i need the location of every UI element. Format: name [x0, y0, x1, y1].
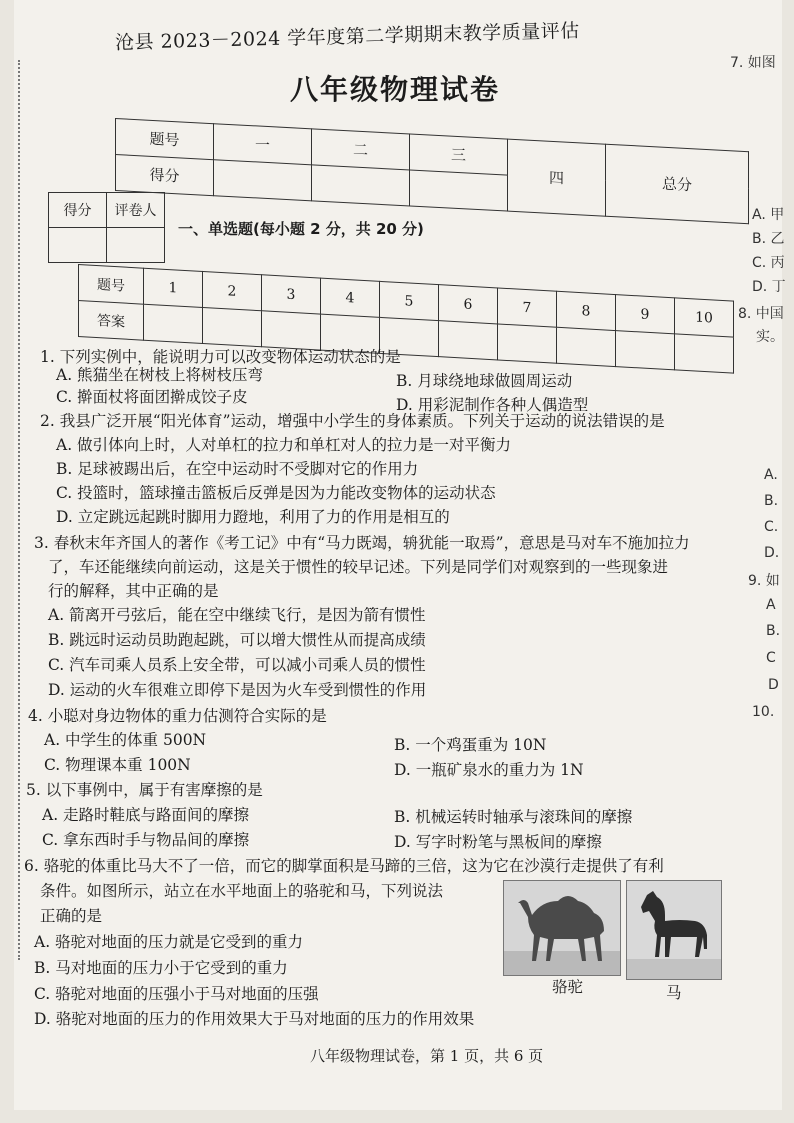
next-page-fragment: D. 丁 [752, 279, 786, 295]
score-cell [312, 165, 410, 206]
question-option: B. 一个鸡蛋重为 10N [394, 736, 547, 754]
camel-photo [503, 880, 621, 976]
question-option: C. 拿东西时手与物品间的摩擦 [42, 831, 250, 849]
next-page-fragment: A. [764, 467, 778, 483]
score-table-header-cell: 一 [214, 124, 312, 165]
next-page-fragment: 实。 [756, 329, 784, 345]
question-option: B. 月球绕地球做圆周运动 [396, 372, 573, 390]
camel-icon [504, 881, 620, 975]
score-table-header-cell: 二 [312, 129, 410, 170]
question-stem: 2. 我县广泛开展“阳光体育”运动，增强中小学生的身体素质。下列关于运动的说法错误的是 [40, 412, 665, 430]
camel-label: 骆驼 [552, 978, 584, 996]
answer-cell [616, 331, 675, 370]
horse-label: 马 [666, 984, 682, 1002]
answer-number: 9 [616, 295, 675, 334]
next-page-fragment: B. [764, 493, 779, 509]
page-footer: 八年级物理试卷，第 1 页，共 6 页 [310, 1047, 544, 1065]
next-page-fragment: B. 乙 [752, 231, 785, 247]
answer-number: 4 [321, 278, 380, 317]
grader-score-cell [49, 228, 107, 263]
answer-cell [557, 327, 616, 366]
next-page-fragment: A. 甲 [752, 207, 785, 223]
score-cell [410, 170, 508, 211]
next-page-fragment: 9. 如 [748, 573, 780, 589]
question-option: D. 写字时粉笔与黑板间的摩擦 [394, 833, 602, 851]
question-option: B. 机械运转时轴承与滚珠间的摩擦 [394, 808, 633, 826]
question-stem: 了，车还能继续向前运动，这是关于惯性的较早记述。下列是同学们对观察到的一些现象进 [48, 558, 669, 576]
question-option: D. 用彩泥制作各种人偶造型 [396, 396, 589, 414]
grader-name-cell [107, 228, 165, 263]
next-page-fragment: A [766, 597, 776, 613]
answer-number: 3 [262, 275, 321, 314]
score-table-row-label: 得分 [116, 155, 214, 196]
question-option: C. 骆驼对地面的压强小于马对地面的压强 [34, 985, 319, 1003]
question-option: B. 跳远时运动员助跑起跳，可以增大惯性从而提高成绩 [48, 631, 426, 649]
question-option: D. 一瓶矿泉水的重力为 1N [394, 761, 584, 779]
question-stem: 正确的是 [40, 907, 103, 925]
next-page-fragment: C [766, 650, 776, 666]
answer-cell [498, 324, 557, 363]
answer-number: 8 [557, 291, 616, 330]
next-page-fragment: D [768, 677, 779, 693]
question-option: A. 骆驼对地面的压力就是它受到的重力 [34, 933, 304, 951]
score-table-header-cell: 题号 [116, 119, 214, 160]
section-title: 一、单选题(每小题 2 分，共 20 分) [178, 220, 424, 238]
question-option: D. 骆驼对地面的压力的作用效果大于马对地面的压力的作用效果 [34, 1010, 475, 1028]
question-stem: 3. 春秋末年齐国人的著作《考工记》中有“马力既竭，辀犹能一取焉”，意思是马对车不施加拉力 [34, 534, 690, 552]
question-stem: 6. 骆驼的体重比马大不了一倍，而它的脚掌面积是马蹄的三倍，这为它在沙漠行走提供了有利 [24, 857, 664, 875]
grader-box [48, 192, 165, 263]
page-title: 八年级物理试卷 [290, 73, 501, 106]
answer-number: 7 [498, 288, 557, 327]
horse-icon [627, 881, 721, 979]
next-page-fragment: 10. [752, 704, 775, 720]
question-stem: 5. 以下事例中，属于有害摩擦的是 [26, 781, 263, 799]
grader-name-label: 评卷人 [107, 193, 165, 228]
exam-header-line: 沧县 2023－2024 学年度第二学期期末教学质量评估 [114, 19, 580, 54]
question-stem: 1. 下列实例中，能说明力可以改变物体运动状态的是 [40, 348, 401, 366]
question-stem: 4. 小聪对身边物体的重力估测符合实际的是 [28, 707, 327, 725]
answer-cell [439, 321, 498, 360]
question-option: C. 物理课本重 100N [44, 756, 191, 774]
question-option: A. 做引体向上时，人对单杠的拉力和单杠对人的拉力是一对平衡力 [56, 436, 512, 454]
next-page-fragment: C. 丙 [752, 255, 785, 271]
answer-number: 2 [203, 271, 262, 310]
score-table-header-cell: 四 [508, 139, 606, 216]
binding-margin-dots [18, 60, 20, 960]
answer-cell [675, 334, 734, 373]
answer-number: 1 [144, 268, 203, 307]
answer-table-row-label: 题号 [79, 265, 144, 305]
question-option: D. 立定跳远起跳时脚用力蹬地，利用了力的作用是相互的 [56, 508, 450, 526]
question-option: B. 马对地面的压力小于它受到的重力 [34, 959, 288, 977]
answer-number: 5 [380, 281, 439, 320]
next-page-fragment: 8. 中国 [738, 306, 784, 322]
question-stem: 行的解释，其中正确的是 [48, 582, 219, 600]
score-table-header-cell: 总分 [606, 144, 749, 223]
answer-cell [144, 304, 203, 343]
next-page-fragment: 7. 如图 [730, 55, 776, 71]
score-table-header-cell: 三 [410, 134, 508, 175]
question-option: B. 足球被踢出后，在空中运动时不受脚对它的作用力 [56, 460, 419, 478]
answer-number: 10 [675, 298, 734, 337]
question-option: A. 熊猫坐在树枝上将树枝压弯 [56, 366, 264, 384]
question-stem: 条件。如图所示，站立在水平地面上的骆驼和马，下列说法 [40, 882, 444, 900]
question-option: C. 汽车司乘人员系上安全带，可以减小司乘人员的惯性 [48, 656, 426, 674]
answer-table-row-label: 答案 [79, 301, 144, 341]
answer-number: 6 [439, 285, 498, 324]
question-option: C. 投篮时，篮球撞击篮板后反弹是因为力能改变物体的运动状态 [56, 484, 496, 502]
question-option: A. 走路时鞋底与路面间的摩擦 [42, 806, 250, 824]
question-option: A. 中学生的体重 500N [44, 731, 207, 749]
answer-cell [203, 307, 262, 346]
next-page-fragment: B. [766, 623, 781, 639]
horse-photo [626, 880, 722, 980]
score-cell [214, 160, 312, 201]
question-option: A. 箭离开弓弦后，能在空中继续飞行，是因为箭有惯性 [48, 606, 426, 624]
next-page-fragment: D. [764, 545, 780, 561]
grader-score-label: 得分 [49, 193, 107, 228]
next-page-fragment: C. [764, 519, 779, 535]
question-option: C. 擀面杖将面团擀成饺子皮 [56, 388, 248, 406]
question-option: D. 运动的火车很难立即停下是因为火车受到惯性的作用 [48, 681, 427, 699]
